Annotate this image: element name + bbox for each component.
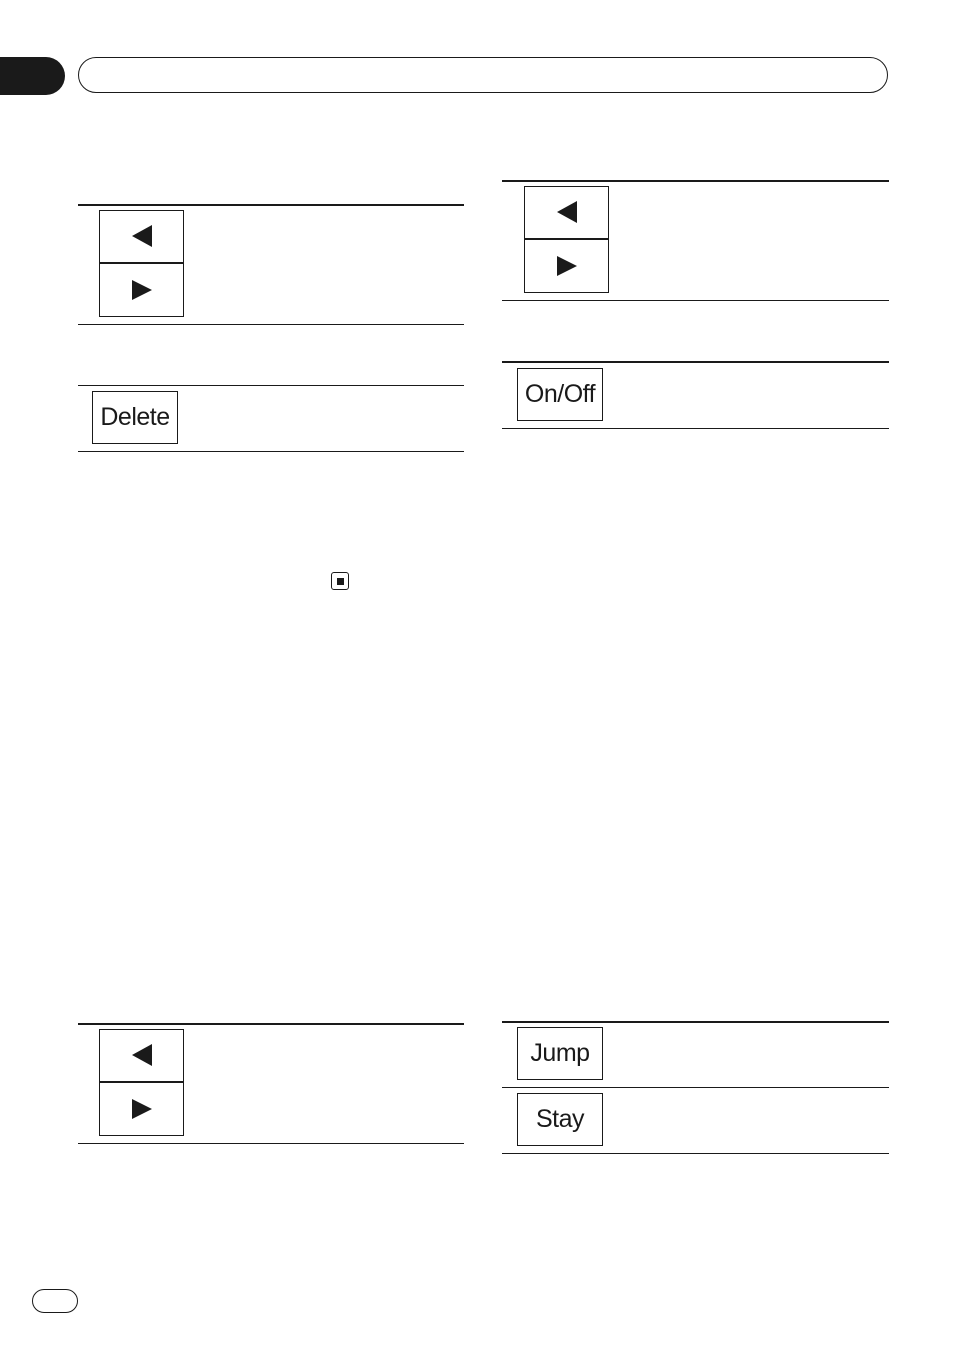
- jump-button[interactable]: Jump: [517, 1027, 603, 1080]
- section-header-bar: [78, 57, 888, 93]
- on-off-button[interactable]: On/Off: [517, 368, 603, 421]
- chapter-tab: [0, 57, 65, 95]
- table-rule: [502, 300, 889, 301]
- end-mark-dot: [337, 578, 344, 585]
- table-rule: [78, 204, 464, 206]
- table-rule: [502, 1087, 889, 1088]
- table-rule: [502, 361, 889, 363]
- table-rule: [78, 1023, 464, 1025]
- end-of-section-icon: [331, 572, 349, 590]
- table-rule: [502, 1021, 889, 1023]
- stay-button[interactable]: Stay: [517, 1093, 603, 1146]
- arrow-button-pair: [99, 1029, 184, 1136]
- arrow-button-pair: [524, 186, 609, 293]
- table-rule: [78, 451, 464, 452]
- left-triangle-icon: [132, 225, 152, 247]
- previous-button[interactable]: [525, 187, 608, 240]
- next-button[interactable]: [100, 264, 183, 317]
- arrow-button-pair: [99, 210, 184, 317]
- table-rule: [78, 324, 464, 325]
- next-button[interactable]: [100, 1083, 183, 1136]
- table-rule: [78, 385, 464, 386]
- table-rule: [502, 1153, 889, 1154]
- table-rule: [502, 180, 889, 182]
- right-triangle-icon: [132, 1099, 152, 1119]
- table-rule: [502, 428, 889, 429]
- previous-button[interactable]: [100, 211, 183, 264]
- right-triangle-icon: [132, 280, 152, 300]
- previous-button[interactable]: [100, 1030, 183, 1083]
- left-triangle-icon: [557, 201, 577, 223]
- delete-button[interactable]: Delete: [92, 391, 178, 444]
- right-triangle-icon: [557, 256, 577, 276]
- next-button[interactable]: [525, 240, 608, 293]
- left-triangle-icon: [132, 1044, 152, 1066]
- table-rule: [78, 1143, 464, 1144]
- language-badge: [32, 1289, 78, 1313]
